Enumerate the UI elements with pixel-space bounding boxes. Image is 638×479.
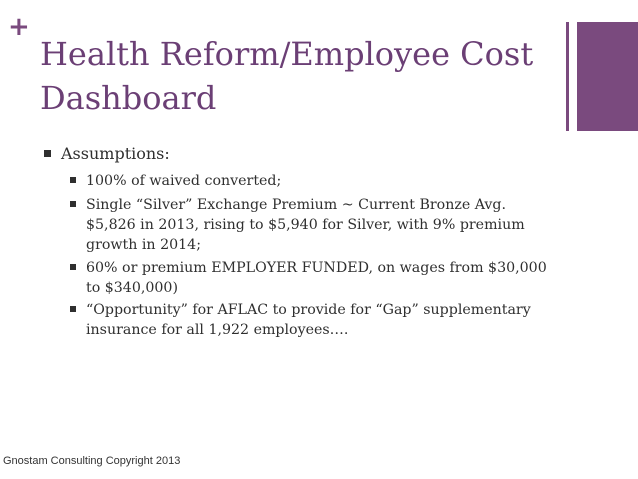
bullet-marker — [70, 264, 76, 270]
accent-bar-thin — [566, 22, 569, 131]
plus-mark: + — [8, 12, 30, 42]
slide-title: Health Reform/Employee Cost Dashboard — [40, 35, 534, 117]
sub-bullet-waived — [70, 171, 560, 191]
bullet-marker — [70, 201, 76, 207]
footer-copyright: Gnostam Consulting Copyright 2013 — [3, 455, 181, 467]
sub-bullet-text: Single “Silver” Exchange Premium ~ Current Bronze Avg. $5,826 in 2013, rising to $5,940 for Silver, with 9% premium growth in 2014; — [86, 197, 525, 253]
bullet-marker — [44, 150, 51, 157]
sub-bullet-text: “Opportunity” for AFLAC to provide for “Gap” supplementary insurance for all 1,922 employees…. — [86, 302, 531, 338]
sub-bullet-premium — [70, 195, 560, 255]
sub-bullet-employer-funded — [70, 258, 560, 298]
bullet-marker — [70, 306, 76, 312]
bullet-marker — [70, 177, 76, 183]
bullet-assumptions-label: Assumptions: — [61, 144, 170, 163]
sub-bullet-text: 100% of waived converted; — [86, 173, 282, 189]
sub-bullet-text: 60% or premium EMPLOYER FUNDED, on wages from $30,000 to $340,000) — [86, 260, 547, 296]
bullet-assumptions — [44, 144, 170, 163]
accent-bar-thick — [577, 22, 638, 131]
sub-bullet-aflac — [70, 300, 560, 340]
